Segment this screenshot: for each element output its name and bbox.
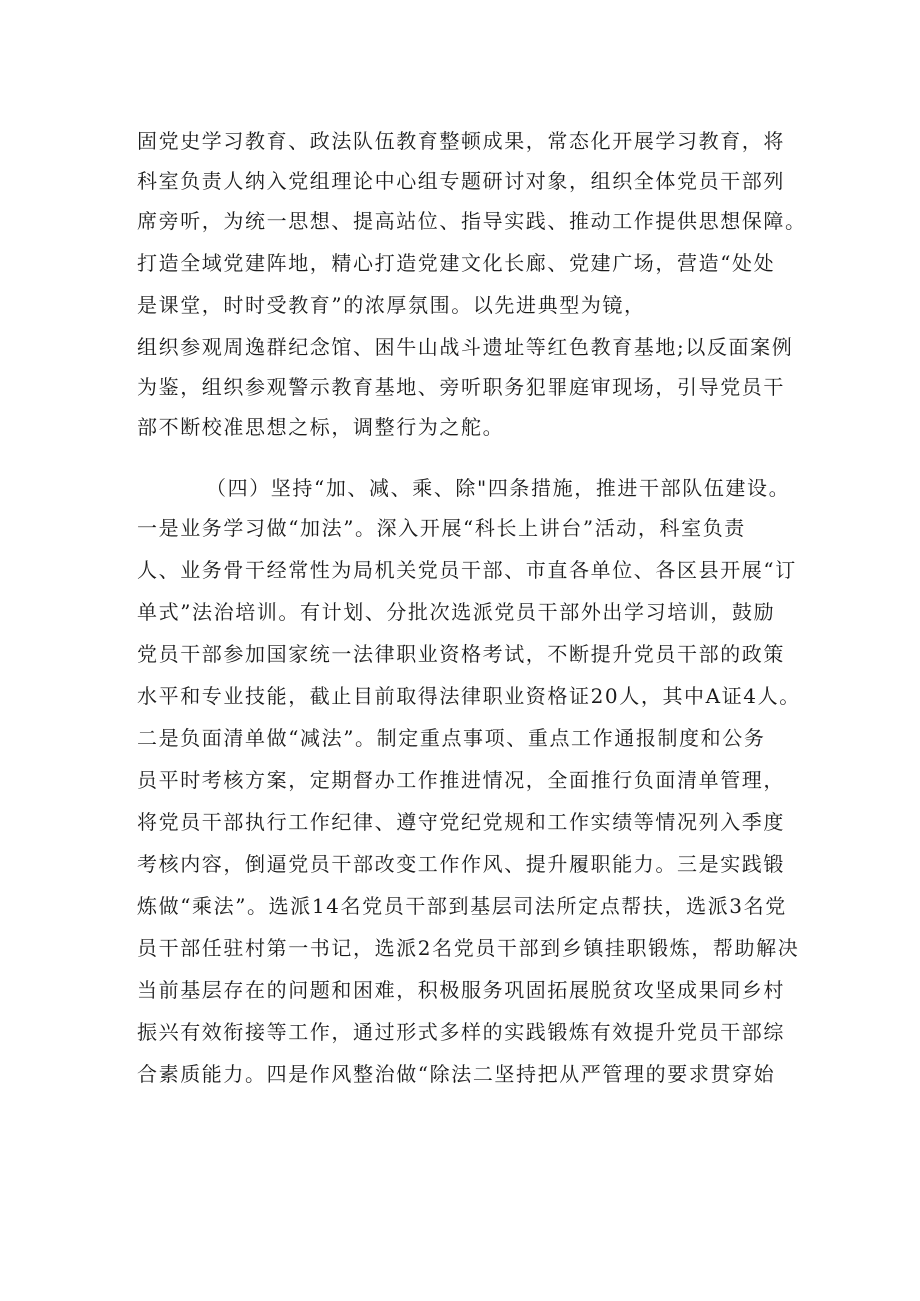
body-text-line: 是课堂，时时受教育”的浓厚氛围。以先进典型为镜， [137,293,646,317]
body-text-line: 炼做“乘法”。选派14名党员干部到基层司法所定点帮扶，选派3名党 [137,894,787,918]
body-text-line: 固党史学习教育、政法队伍教育整顿成果，常态化开展学习教育，将 [137,129,785,153]
body-text-line: 考核内容，倒逼党员干部改变工作作风、提升履职能力。三是实践锻 [137,852,785,876]
body-text-line: 单式”法治培训。有计划、分批次选派党员干部外出学习培训，鼓励 [137,600,776,624]
body-text-line: 员干部任驻村第一书记，选派2名党员干部到乡镇挂职锻炼，帮助解决 [137,936,800,960]
body-text-line: 员平时考核方案，定期督办工作推进情况，全面推行负面清单管理， [137,768,785,792]
body-text-line: 部不断校准思想之标，调整行为之舵。 [137,415,505,439]
body-text-line: 打造全域党建阵地，精心打造党建文化长廊、党建广场，营造“处处 [137,251,776,275]
body-text-line: 人、业务骨干经常性为局机关党员干部、市直各单位、各区县开展“订 [137,558,797,582]
body-text-line: 科室负责人纳入党组理论中心组专题研讨对象，组织全体党员干部列 [137,169,785,193]
body-text-line: 二是负面清单做“减法”。制定重点事项、重点工作通报制度和公务 [137,726,766,750]
body-text-line: 合素质能力。四是作风整治做“除法二坚持把从严管理的要求贯穿始 [137,1062,776,1086]
body-text-line: 水平和专业技能，截止目前取得法律职业资格证20人，其中A证4人。 [137,684,801,708]
section-heading: （四）坚持“加、减、乘、除"四条措施，推进干部队伍建设。 [206,476,791,500]
body-text-line: 席旁听，为统一思想、提高站位、指导实践、推动工作提供思想保障。 [137,209,807,233]
body-text-line: 一是业务学习做“加法”。深入开展“科长上讲台”活动，科室负责 [137,516,746,540]
body-text-line: 将党员干部执行工作纪律、遵守党纪党规和工作实绩等情况列入季度 [137,810,785,834]
body-text-line: 为鉴，组织参观警示教育基地、旁听职务犯罪庭审现场，引导党员干 [137,375,785,399]
body-text-line: 振兴有效衔接等工作，通过形式多样的实践锻炼有效提升党员干部综 [137,1020,785,1044]
body-text-line: 党员干部参加国家统一法律职业资格考试，不断提升党员干部的政策 [137,642,785,666]
body-text-line: 当前基层存在的问题和困难，积极服务巩固拓展脱贫攻坚成果同乡村 [137,978,785,1002]
body-text-line: 组织参观周逸群纪念馆、困牛山战斗遗址等红色教育基地;以反面案例 [137,335,794,359]
